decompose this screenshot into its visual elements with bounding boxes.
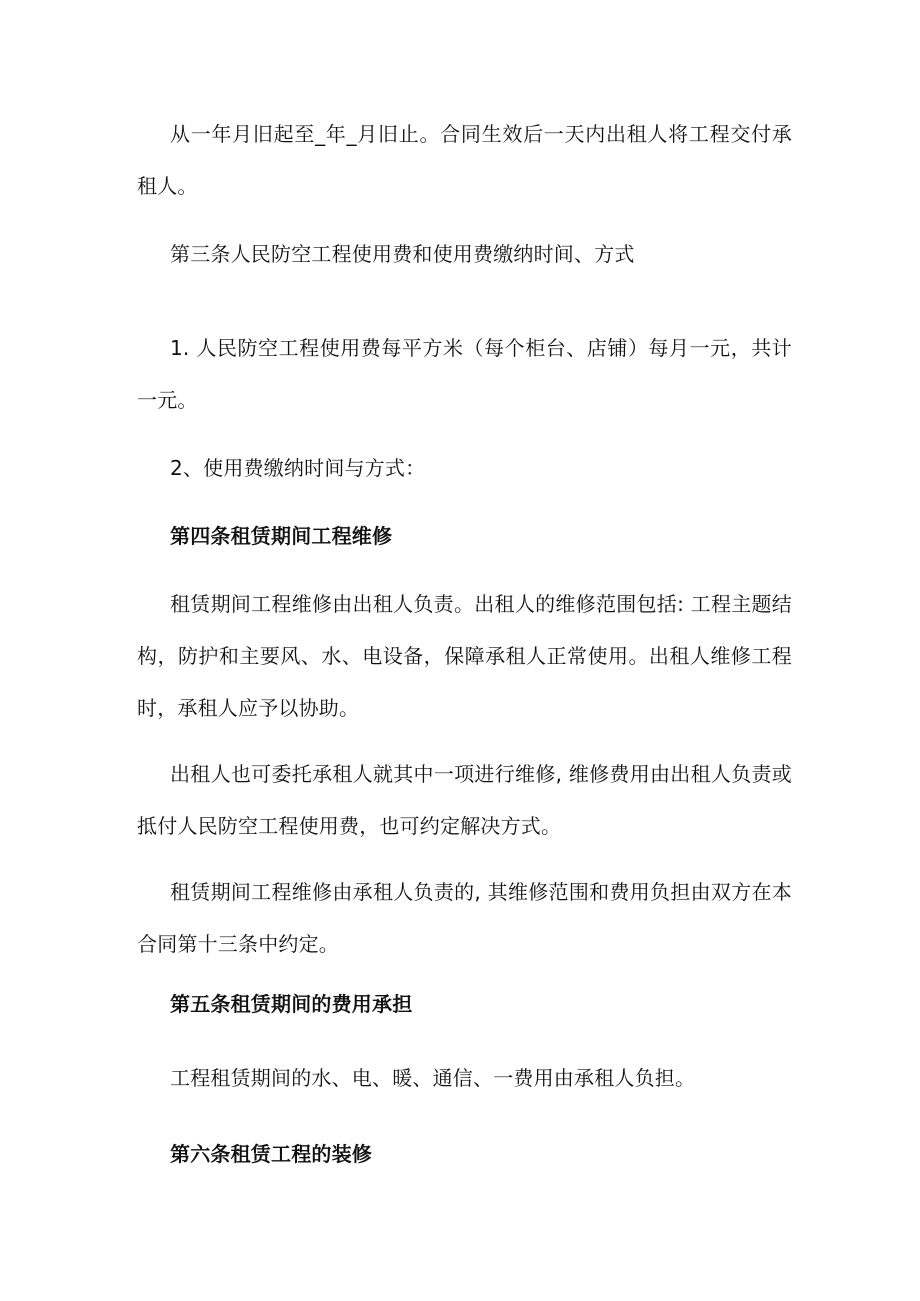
paragraph-fee-item-1: 1. 人民防空工程使用费每平方米（每个柜台、店铺）每月一元，共计一元。 [137,336,792,412]
paragraph-maintenance-entrust: 出租人也可委托承租人就其中一项进行维修, 维修费用由出租人负责或抵付人民防空工程使用费，也可约定解决方式。 [137,762,792,838]
paragraph-maintenance-lessor: 租赁期间工程维修由出租人负责。出租人的维修范围包括: 工程主题结构，防护和主要风、水、电设备，保障承租人正常使用。出租人维修工程时，承租人应予以协助。 [137,592,792,720]
paragraph-maintenance-lessee: 租赁期间工程维修由承租人负责的, 其维修范围和费用负担由双方在本合同第十三条中约定。 [137,880,792,956]
article-6-heading: 第六条租赁工程的装修 [170,1142,372,1166]
paragraph-expenses: 工程租赁期间的水、电、暖、通信、一费用由承租人负担。 [170,1066,696,1090]
article-4-heading: 第四条租赁期间工程维修 [170,524,393,548]
article-5-heading: 第五条租赁期间的费用承担 [170,992,413,1016]
paragraph-term-start: 从一年月旧起至_年_月旧止。合同生效后一天内出租人将工程交付承租人。 [137,122,792,198]
article-3-heading: 第三条人民防空工程使用费和使用费缴纳时间、方式 [170,242,635,266]
paragraph-fee-item-2: 2、使用费缴纳时间与方式： [170,456,426,480]
